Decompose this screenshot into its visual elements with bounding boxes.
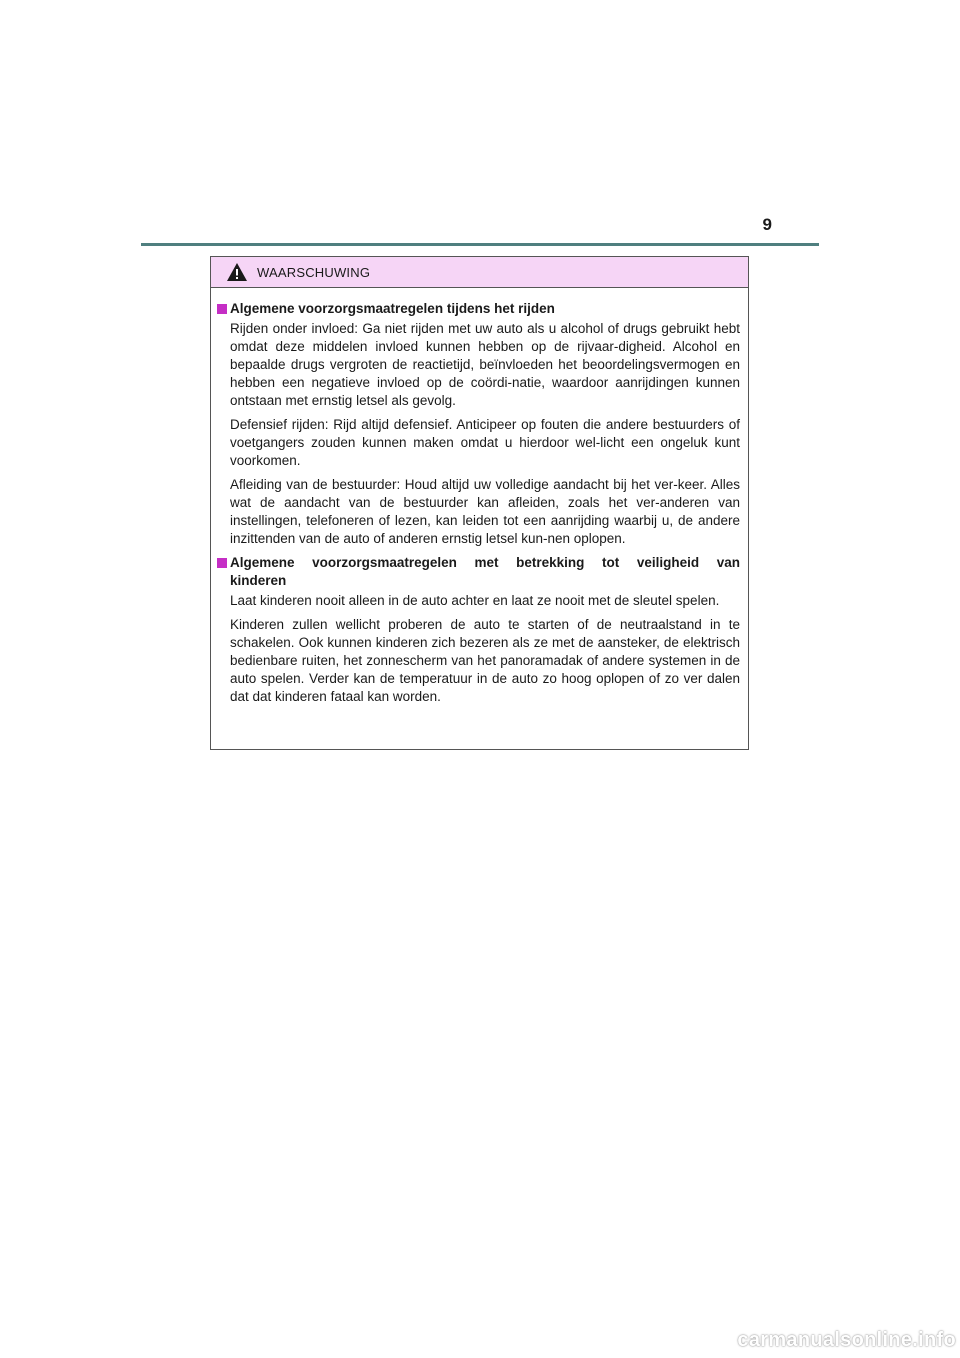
section-heading bbox=[217, 554, 740, 590]
section-heading-line-2: kinderen bbox=[230, 573, 287, 588]
square-bullet-icon bbox=[217, 304, 227, 314]
page-number: 9 bbox=[762, 215, 772, 234]
warning-title: WAARSCHUWING bbox=[257, 264, 371, 280]
section-heading-line-1: Algemene voorzorgsmaatregelen met betrekking tot veiligheid van bbox=[230, 555, 740, 570]
paragraph-driver-distraction: Afleiding van de bestuurder: Houd altijd uw volledige aandacht bij het ver-keer. Alles wat de aandacht van de bestuurder kan afleiden, zoals het ver-anderen van instellingen, telefoneren of lezen, kan leiden tot een aanrijding waarbij u, de andere inzittenden van de auto of anderen ernstig letsel kun-nen oplopen. bbox=[230, 477, 740, 546]
section-heading-text: Algemene voorzorgsmaatregelen tijdens het rijden bbox=[230, 301, 555, 316]
section-child-safety bbox=[217, 554, 740, 706]
paragraph-children-alone: Laat kinderen nooit alleen in de auto achter en laat ze nooit met de sleutel spelen. bbox=[230, 593, 720, 608]
warning-box bbox=[210, 256, 749, 750]
warning-header bbox=[211, 257, 748, 288]
square-bullet-icon bbox=[217, 558, 227, 568]
paragraph-driving-influence: Rijden onder invloed: Ga niet rijden met uw auto als u alcohol of drugs gebruikt hebt omdat deze middelen invloed kunnen hebben op de rijvaar-digheid. Alcohol en bepaalde drugs vergroten de reactietijd, beïnvloeden het beoordelingsvermogen en hebben een negatieve invloed op de coördi-natie, waardoor aanrijdingen kunnen ontstaan met ernstig letsel als gevolg. bbox=[230, 321, 740, 408]
warning-body bbox=[211, 288, 748, 706]
paragraph-defensive-driving: Defensief rijden: Rijd altijd defensief. Anticipeer op fouten die andere bestuurders of voetgangers zouden kunnen maken omdat u hierdoor wel-licht een ongeluk kunt voorkomen. bbox=[230, 417, 740, 468]
warning-triangle-icon bbox=[226, 262, 248, 282]
watermark: carmanualsonline.info bbox=[737, 1329, 956, 1351]
header-rule bbox=[141, 243, 819, 246]
section-heading-block bbox=[230, 554, 740, 590]
paragraph-children-systems: Kinderen zullen wellicht proberen de auto te starten of de neutraalstand in te schakelen. Ook kunnen kinderen zich bezeren als ze met de aansteker, de elektrisch bedienbare ruiten, het zonnescherm van het panoramadak of andere systemen in de auto spelen. Verder kan de temperatuur in de auto zo hoog oplopen of zo ver dalen dat dat kinderen fataal kan worden. bbox=[230, 617, 740, 704]
section-heading bbox=[217, 300, 740, 318]
section-driving-precautions bbox=[217, 300, 740, 548]
